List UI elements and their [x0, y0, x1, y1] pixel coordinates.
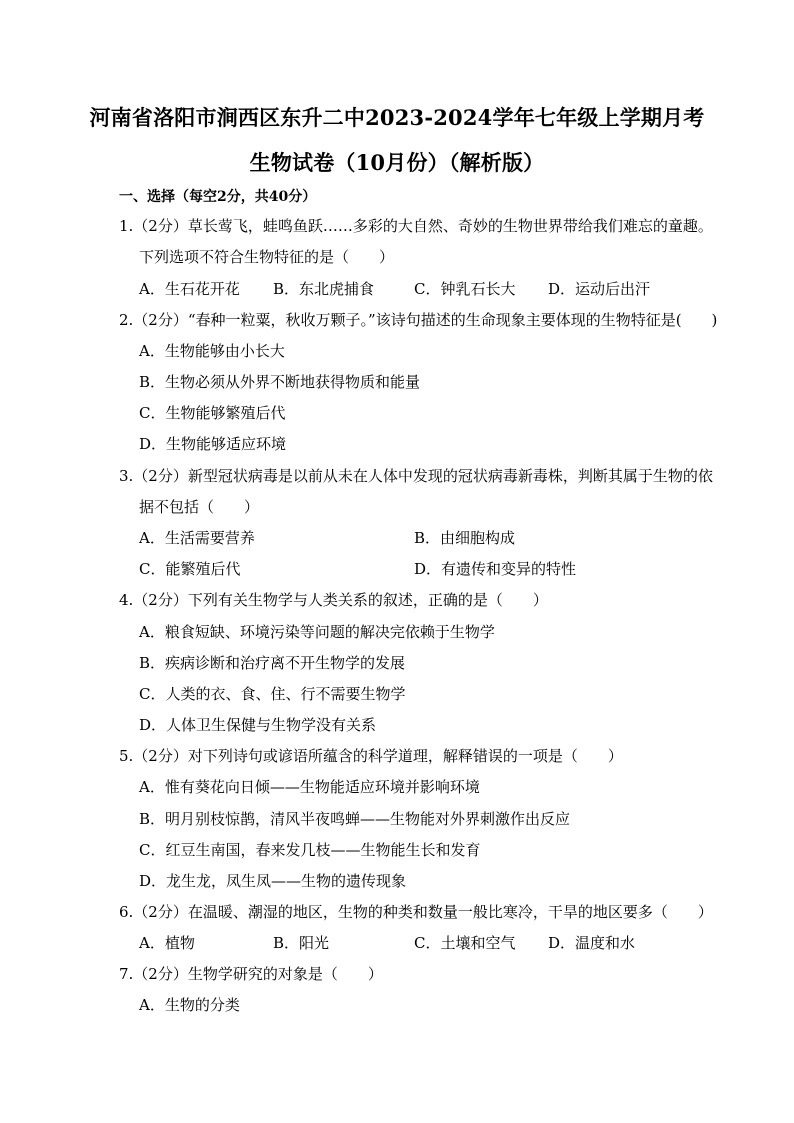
question-3-stem-cont: 据不包括（ ） — [139, 498, 260, 516]
question-1-option-d[interactable]: D．运动后出汗 — [548, 280, 651, 298]
question-3-options-row1 — [0, 528, 794, 548]
question-3-option-c[interactable]: C．能繁殖后代 — [139, 560, 241, 578]
question-6-stem: 6.（2分）在温暖、潮湿的地区，生物的种类和数量一般比寒冷，干旱的地区要多（ ） — [119, 903, 713, 921]
question-6-option-d[interactable]: D．温度和水 — [548, 934, 636, 952]
question-7-stem: 7.（2分）生物学研究的对象是（ ） — [119, 965, 383, 983]
question-1-option-b[interactable]: B．东北虎捕食 — [273, 280, 375, 298]
question-2-option-d[interactable]: D．生物能够适应环境 — [139, 435, 287, 453]
question-3-option-d[interactable]: D．有遗传和变异的特性 — [414, 560, 577, 578]
question-5-option-a[interactable]: A．惟有葵花向日倾——生物能适应环境并影响环境 — [139, 778, 480, 796]
question-4-option-a[interactable]: A．粮食短缺、环境污染等问题的解决完依赖于生物学 — [139, 623, 495, 641]
question-7-option-a[interactable]: A．生物的分类 — [139, 996, 240, 1014]
section-heading: 一、选择（每空2分，共40分） — [119, 189, 317, 205]
question-1-option-c[interactable]: C．钟乳石长大 — [414, 280, 516, 298]
question-1-stem-cont: 下列选项不符合生物特征的是（ ） — [139, 248, 395, 266]
question-2-option-c[interactable]: C．生物能够繁殖后代 — [139, 404, 286, 422]
question-5-option-b[interactable]: B．明月别枝惊鹊，清风半夜鸣蝉——生物能对外界刺激作出反应 — [139, 810, 571, 828]
question-4-stem: 4.（2分）下列有关生物学与人类关系的叙述，正确的是（ ） — [119, 591, 548, 609]
question-1-options — [0, 279, 794, 299]
question-6-option-a[interactable]: A．植物 — [139, 934, 195, 952]
question-2-option-b[interactable]: B．生物必须从外界不断地获得物质和能量 — [139, 373, 421, 391]
question-6-option-b[interactable]: B．阳光 — [273, 934, 330, 952]
question-4-option-c[interactable]: C．人类的衣、食、住、行不需要生物学 — [139, 685, 406, 703]
page-title: 河南省洛阳市涧西区东升二中2023-2024学年七年级上学期月考 — [89, 105, 705, 130]
question-3-stem: 3.（2分）新型冠状病毒是以前从未在人体中发现的冠状病毒新毒株，判断其属于生物的依 — [119, 467, 713, 485]
question-5-option-d[interactable]: D．龙生龙，凤生凤——生物的遗传现象 — [139, 872, 407, 890]
question-5-option-c[interactable]: C．红豆生南国，春来发几枝——生物能生长和发育 — [139, 841, 481, 859]
question-1-stem: 1.（2分）草长莺飞，蛙鸣鱼跃……多彩的大自然、奇妙的生物世界带给我们难忘的童趣。 — [119, 217, 713, 235]
question-3-options-row2 — [0, 559, 794, 579]
question-4-option-b[interactable]: B．疾病诊断和治疗离不开生物学的发展 — [139, 654, 406, 672]
question-2-option-a[interactable]: A．生物能够由小长大 — [139, 342, 285, 360]
question-1-option-a[interactable]: A．生石花开花 — [139, 280, 240, 298]
question-6-option-c[interactable]: C．土壤和空气 — [414, 934, 516, 952]
question-3-option-a[interactable]: A．生活需要营养 — [139, 529, 255, 547]
question-3-option-b[interactable]: B．由细胞构成 — [414, 529, 516, 547]
question-5-stem: 5.（2分）对下列诗句或谚语所蕴含的科学道理，解释错误的一项是（ ） — [119, 747, 623, 765]
page-subtitle: 生物试卷（10月份）（解析版） — [249, 150, 545, 175]
question-4-option-d[interactable]: D．人体卫生保健与生物学没有关系 — [139, 716, 377, 734]
question-6-options — [0, 933, 794, 953]
question-2-stem: 2.（2分）“春种一粒粟，秋收万颗子。”该诗句描述的生命现象主要体现的生物特征是( ) — [119, 311, 718, 329]
